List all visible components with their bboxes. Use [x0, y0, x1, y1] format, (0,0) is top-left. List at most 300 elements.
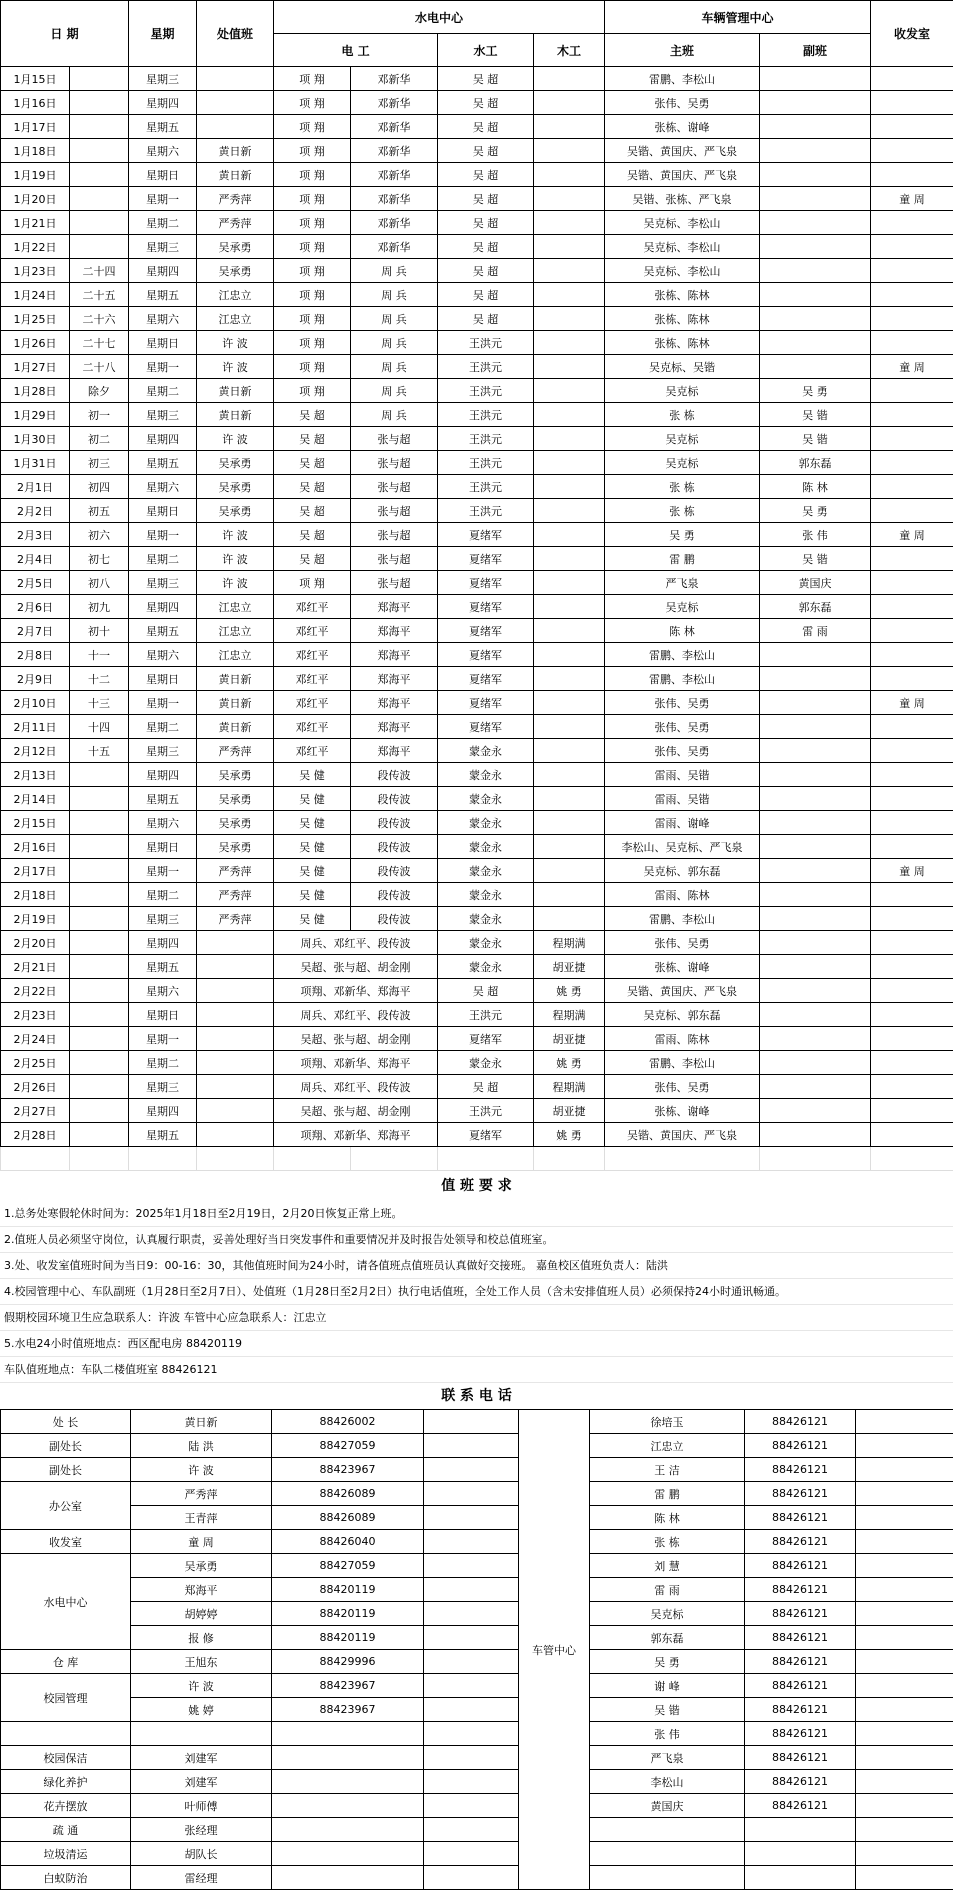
- date-cell: 2月15日: [1, 811, 70, 835]
- electric2-cell: 邓新华: [351, 187, 438, 211]
- contact-phone: 88426121: [745, 1722, 856, 1746]
- contact-row: [1, 1626, 953, 1650]
- lunar-cell: 初八: [70, 571, 129, 595]
- mailroom-cell: [871, 1099, 953, 1123]
- electric1-cell: 项 翔: [274, 331, 351, 355]
- vehicle-main-cell: 吴克标、李松山: [605, 259, 760, 283]
- electric1-cell: 项 翔: [274, 283, 351, 307]
- table-row: [1, 403, 953, 427]
- office-duty-cell: 严秀萍: [197, 907, 274, 931]
- office-duty-cell: 吴承勇: [197, 235, 274, 259]
- date-cell: 1月22日: [1, 235, 70, 259]
- mailroom-cell: [871, 211, 953, 235]
- electric-cell: 周兵、邓红平、段传波: [274, 931, 438, 955]
- table-row: [1, 931, 953, 955]
- contact-name: 陈 林: [590, 1506, 745, 1530]
- weekday-cell: 星期一: [129, 691, 197, 715]
- weekday-cell: 星期一: [129, 355, 197, 379]
- vehicle-vice-cell: [760, 691, 871, 715]
- vehicle-vice-cell: 雷 雨: [760, 619, 871, 643]
- lunar-cell: [70, 91, 129, 115]
- contact-row: [1, 1650, 953, 1674]
- mailroom-cell: [871, 931, 953, 955]
- contact-row: [1, 1674, 953, 1698]
- mailroom-cell: [871, 475, 953, 499]
- office-duty-cell: 黄日新: [197, 139, 274, 163]
- plumber-cell: 夏绪军: [438, 667, 534, 691]
- contact-phone: 88426121: [745, 1482, 856, 1506]
- contact-name: 吴承勇: [131, 1554, 272, 1578]
- carpenter-cell: [534, 667, 605, 691]
- vehicle-vice-cell: [760, 139, 871, 163]
- vehicle-main-cell: 吴克标: [605, 451, 760, 475]
- contact-phone: [745, 1818, 856, 1842]
- contact-row: [1, 1554, 953, 1578]
- plumber-cell: 吴 超: [438, 259, 534, 283]
- weekday-cell: 星期日: [129, 163, 197, 187]
- contact-phone: [272, 1818, 424, 1842]
- table-row: [1, 883, 953, 907]
- weekday-cell: 星期二: [129, 379, 197, 403]
- mailroom-cell: [871, 427, 953, 451]
- electric2-cell: 张与超: [351, 451, 438, 475]
- contact-phone: 88423967: [272, 1698, 424, 1722]
- office-duty-cell: 严秀萍: [197, 883, 274, 907]
- plumber-cell: 蒙金永: [438, 811, 534, 835]
- contact-name: 刘建军: [131, 1770, 272, 1794]
- weekday-cell: 星期日: [129, 1003, 197, 1027]
- contact-phone: 88426121: [745, 1770, 856, 1794]
- lunar-cell: 十二: [70, 667, 129, 691]
- office-duty-cell: [197, 1075, 274, 1099]
- contact-name: 徐培玉: [590, 1410, 745, 1434]
- electric2-cell: 邓新华: [351, 67, 438, 91]
- plumber-cell: 吴 超: [438, 979, 534, 1003]
- lunar-cell: 二十五: [70, 283, 129, 307]
- plumber-cell: 蒙金永: [438, 883, 534, 907]
- weekday-cell: 星期二: [129, 547, 197, 571]
- vehicle-main-cell: 张栋、谢峰: [605, 1099, 760, 1123]
- contact-name: 胡婷婷: [131, 1602, 272, 1626]
- requirement-line: 车队值班地点：车队二楼值班室 88426121: [0, 1357, 953, 1383]
- date-cell: 2月5日: [1, 571, 70, 595]
- electric1-cell: 项 翔: [274, 67, 351, 91]
- contact-name: 严秀萍: [131, 1482, 272, 1506]
- plumber-cell: 王洪元: [438, 1003, 534, 1027]
- electric1-cell: 项 翔: [274, 91, 351, 115]
- vehicle-main-cell: 雷雨、陈林: [605, 1027, 760, 1051]
- mailroom-cell: [871, 667, 953, 691]
- vehicle-vice-cell: [760, 883, 871, 907]
- mailroom-cell: [871, 1075, 953, 1099]
- plumber-cell: 蒙金永: [438, 835, 534, 859]
- carpenter-cell: [534, 211, 605, 235]
- office-duty-cell: 严秀萍: [197, 859, 274, 883]
- table-row: [1, 523, 953, 547]
- mailroom-cell: [871, 379, 953, 403]
- vehicle-vice-cell: [760, 307, 871, 331]
- carpenter-cell: [534, 619, 605, 643]
- contact-dept: 校园保洁: [1, 1746, 131, 1770]
- contact-phone: 88426121: [745, 1506, 856, 1530]
- weekday-cell: 星期四: [129, 259, 197, 283]
- carpenter-cell: [534, 499, 605, 523]
- mailroom-cell: [871, 139, 953, 163]
- contact-name: [590, 1866, 745, 1890]
- table-row: [1, 307, 953, 331]
- vehicle-main-cell: 张伟、吴勇: [605, 1075, 760, 1099]
- mailroom-cell: [871, 835, 953, 859]
- electric1-cell: 项 翔: [274, 211, 351, 235]
- vehicle-vice-cell: [760, 187, 871, 211]
- carpenter-cell: [534, 283, 605, 307]
- contact-name: 雷 鹏: [590, 1482, 745, 1506]
- plumber-cell: 蒙金永: [438, 763, 534, 787]
- vehicle-center-label: 车管中心: [519, 1410, 590, 1890]
- electric1-cell: 吴 超: [274, 547, 351, 571]
- mailroom-cell: [871, 1027, 953, 1051]
- weekday-cell: 星期三: [129, 907, 197, 931]
- electric1-cell: 邓红平: [274, 643, 351, 667]
- electric1-cell: 项 翔: [274, 163, 351, 187]
- vehicle-main-cell: 张伟、吴勇: [605, 931, 760, 955]
- table-row: [1, 619, 953, 643]
- date-cell: 2月4日: [1, 547, 70, 571]
- electric1-cell: 吴 超: [274, 499, 351, 523]
- date-cell: 2月23日: [1, 1003, 70, 1027]
- office-duty-cell: [197, 1003, 274, 1027]
- contact-dept: 办公室: [1, 1482, 131, 1530]
- table-row: [1, 811, 953, 835]
- office-duty-cell: 许 波: [197, 331, 274, 355]
- date-cell: 2月27日: [1, 1099, 70, 1123]
- contact-dept: 花卉摆放: [1, 1794, 131, 1818]
- contact-dept: 副处长: [1, 1458, 131, 1482]
- weekday-cell: 星期二: [129, 1051, 197, 1075]
- vehicle-vice-cell: 郭东磊: [760, 451, 871, 475]
- vehicle-vice-cell: [760, 331, 871, 355]
- electric2-cell: 段传波: [351, 763, 438, 787]
- carpenter-cell: 胡亚捷: [534, 1027, 605, 1051]
- plumber-cell: 吴 超: [438, 139, 534, 163]
- table-row: [1, 715, 953, 739]
- contact-name: 许 波: [131, 1458, 272, 1482]
- contact-phone: 88426089: [272, 1482, 424, 1506]
- vehicle-main-cell: 吴 勇: [605, 523, 760, 547]
- mailroom-cell: [871, 787, 953, 811]
- weekday-cell: 星期六: [129, 475, 197, 499]
- weekday-cell: 星期五: [129, 115, 197, 139]
- vehicle-main-cell: 张伟、吴勇: [605, 691, 760, 715]
- electric1-cell: 吴 超: [274, 403, 351, 427]
- table-row: [1, 91, 953, 115]
- lunar-cell: [70, 1051, 129, 1075]
- mailroom-cell: [871, 547, 953, 571]
- contact-name: 李松山: [590, 1770, 745, 1794]
- weekday-cell: 星期四: [129, 1099, 197, 1123]
- electric1-cell: 邓红平: [274, 715, 351, 739]
- table-row: [1, 1123, 953, 1147]
- contact-phone: [272, 1866, 424, 1890]
- lunar-cell: [70, 811, 129, 835]
- contact-phone: 88420119: [272, 1602, 424, 1626]
- electric2-cell: 张与超: [351, 547, 438, 571]
- contact-name: 叶师傅: [131, 1794, 272, 1818]
- carpenter-cell: [534, 91, 605, 115]
- office-duty-cell: 黄日新: [197, 379, 274, 403]
- contact-dept: 处 长: [1, 1410, 131, 1434]
- carpenter-cell: [534, 259, 605, 283]
- lunar-cell: [70, 1123, 129, 1147]
- requirement-line: 5.水电24小时值班地点：西区配电房 88420119: [0, 1331, 953, 1357]
- electric1-cell: 邓红平: [274, 595, 351, 619]
- carpenter-cell: [534, 355, 605, 379]
- contact-dept: 副处长: [1, 1434, 131, 1458]
- vehicle-main-cell: 吴锴、张栋、严飞泉: [605, 187, 760, 211]
- plumber-cell: 夏绪军: [438, 523, 534, 547]
- mailroom-cell: [871, 883, 953, 907]
- electric2-cell: 郑海平: [351, 643, 438, 667]
- electric1-cell: 项 翔: [274, 307, 351, 331]
- electric2-cell: 段传波: [351, 883, 438, 907]
- electric2-cell: 周 兵: [351, 403, 438, 427]
- table-row: [1, 115, 953, 139]
- weekday-cell: 星期五: [129, 619, 197, 643]
- date-cell: 1月30日: [1, 427, 70, 451]
- weekday-cell: 星期四: [129, 427, 197, 451]
- plumber-cell: 蒙金永: [438, 1051, 534, 1075]
- weekday-cell: 星期日: [129, 499, 197, 523]
- office-duty-cell: 吴承勇: [197, 451, 274, 475]
- lunar-cell: 二十六: [70, 307, 129, 331]
- contact-phone: 88426121: [745, 1794, 856, 1818]
- contact-name: 雷 雨: [590, 1578, 745, 1602]
- electric-cell: 周兵、邓红平、段传波: [274, 1075, 438, 1099]
- table-row: [1, 571, 953, 595]
- table-row: [1, 1027, 953, 1051]
- electric1-cell: 吴 超: [274, 427, 351, 451]
- electric1-cell: 吴 超: [274, 475, 351, 499]
- vehicle-main-cell: 张栋、谢峰: [605, 955, 760, 979]
- office-duty-cell: [197, 1099, 274, 1123]
- carpenter-cell: [534, 595, 605, 619]
- electric2-cell: 周 兵: [351, 283, 438, 307]
- vehicle-vice-cell: [760, 283, 871, 307]
- contact-phone: 88426121: [745, 1578, 856, 1602]
- vehicle-vice-cell: [760, 667, 871, 691]
- header-week: 星期: [129, 1, 197, 67]
- vehicle-main-cell: 吴锴、黄国庆、严飞泉: [605, 1123, 760, 1147]
- office-duty-cell: [197, 955, 274, 979]
- date-cell: 2月13日: [1, 763, 70, 787]
- plumber-cell: 蒙金永: [438, 739, 534, 763]
- lunar-cell: [70, 115, 129, 139]
- contact-row: [1, 1410, 953, 1434]
- mailroom-cell: [871, 907, 953, 931]
- header-vice-shift: 副班: [760, 34, 871, 67]
- mailroom-cell: [871, 571, 953, 595]
- table-row: [1, 835, 953, 859]
- carpenter-cell: [534, 715, 605, 739]
- office-duty-cell: [197, 115, 274, 139]
- lunar-cell: [70, 1075, 129, 1099]
- vehicle-main-cell: 雷鹏、李松山: [605, 67, 760, 91]
- vehicle-vice-cell: [760, 763, 871, 787]
- vehicle-vice-cell: [760, 1027, 871, 1051]
- table-row: [1, 739, 953, 763]
- contact-row: [1, 1506, 953, 1530]
- lunar-cell: [70, 211, 129, 235]
- electric1-cell: 项 翔: [274, 115, 351, 139]
- plumber-cell: 王洪元: [438, 499, 534, 523]
- date-cell: 2月2日: [1, 499, 70, 523]
- vehicle-vice-cell: [760, 739, 871, 763]
- plumber-cell: 夏绪军: [438, 571, 534, 595]
- lunar-cell: [70, 67, 129, 91]
- date-cell: 1月27日: [1, 355, 70, 379]
- table-row: [1, 691, 953, 715]
- office-duty-cell: 黄日新: [197, 715, 274, 739]
- electric-cell: 项翔、邓新华、郑海平: [274, 1051, 438, 1075]
- carpenter-cell: 姚 勇: [534, 979, 605, 1003]
- plumber-cell: 吴 超: [438, 91, 534, 115]
- contact-row: [1, 1458, 953, 1482]
- carpenter-cell: [534, 475, 605, 499]
- carpenter-cell: [534, 571, 605, 595]
- electric2-cell: 周 兵: [351, 355, 438, 379]
- electric1-cell: 吴 健: [274, 763, 351, 787]
- office-duty-cell: 许 波: [197, 427, 274, 451]
- vehicle-vice-cell: [760, 1123, 871, 1147]
- date-cell: 2月25日: [1, 1051, 70, 1075]
- table-row: [1, 331, 953, 355]
- date-cell: 2月6日: [1, 595, 70, 619]
- office-duty-cell: 严秀萍: [197, 739, 274, 763]
- contact-row: [1, 1482, 953, 1506]
- lunar-cell: 十五: [70, 739, 129, 763]
- mailroom-cell: 童 周: [871, 523, 953, 547]
- electric2-cell: 周 兵: [351, 259, 438, 283]
- vehicle-vice-cell: [760, 643, 871, 667]
- office-duty-cell: 吴承勇: [197, 259, 274, 283]
- electric2-cell: 郑海平: [351, 739, 438, 763]
- office-duty-cell: 黄日新: [197, 403, 274, 427]
- table-row: [1, 67, 953, 91]
- electric2-cell: 张与超: [351, 475, 438, 499]
- plumber-cell: 吴 超: [438, 115, 534, 139]
- vehicle-main-cell: 陈 林: [605, 619, 760, 643]
- office-duty-cell: 江忠立: [197, 307, 274, 331]
- mailroom-cell: 童 周: [871, 691, 953, 715]
- date-cell: 1月18日: [1, 139, 70, 163]
- office-duty-cell: [197, 91, 274, 115]
- contact-name: 郑海平: [131, 1578, 272, 1602]
- lunar-cell: [70, 907, 129, 931]
- vehicle-main-cell: 张栋、谢峰: [605, 115, 760, 139]
- electric2-cell: 张与超: [351, 571, 438, 595]
- contact-dept: 白蚁防治: [1, 1866, 131, 1890]
- mailroom-cell: 童 周: [871, 859, 953, 883]
- lunar-cell: 十一: [70, 643, 129, 667]
- table-row: [1, 235, 953, 259]
- table-row: [1, 979, 953, 1003]
- office-duty-cell: 许 波: [197, 571, 274, 595]
- contact-row: [1, 1722, 953, 1746]
- electric1-cell: 项 翔: [274, 259, 351, 283]
- vehicle-main-cell: 吴克标: [605, 379, 760, 403]
- mailroom-cell: [871, 115, 953, 139]
- lunar-cell: 初六: [70, 523, 129, 547]
- weekday-cell: 星期六: [129, 979, 197, 1003]
- date-cell: 2月7日: [1, 619, 70, 643]
- contact-phone: [272, 1770, 424, 1794]
- contact-phone: 88426040: [272, 1530, 424, 1554]
- date-cell: 1月17日: [1, 115, 70, 139]
- contact-row: [1, 1698, 953, 1722]
- plumber-cell: 蒙金永: [438, 907, 534, 931]
- date-cell: 1月15日: [1, 67, 70, 91]
- weekday-cell: 星期五: [129, 1123, 197, 1147]
- weekday-cell: 星期三: [129, 571, 197, 595]
- mailroom-cell: [871, 1051, 953, 1075]
- office-duty-cell: 江忠立: [197, 595, 274, 619]
- lunar-cell: 除夕: [70, 379, 129, 403]
- table-row: [1, 1051, 953, 1075]
- contact-dept: 校园管理: [1, 1674, 131, 1722]
- date-cell: 1月21日: [1, 211, 70, 235]
- electric1-cell: 邓红平: [274, 739, 351, 763]
- weekday-cell: 星期三: [129, 739, 197, 763]
- mailroom-cell: [871, 619, 953, 643]
- office-duty-cell: [197, 1051, 274, 1075]
- plumber-cell: 夏绪军: [438, 715, 534, 739]
- office-duty-cell: 许 波: [197, 355, 274, 379]
- lunar-cell: [70, 1003, 129, 1027]
- contact-name: 吴 锴: [590, 1698, 745, 1722]
- weekday-cell: 星期四: [129, 931, 197, 955]
- contact-name: 报 修: [131, 1626, 272, 1650]
- plumber-cell: 夏绪军: [438, 643, 534, 667]
- electric2-cell: 邓新华: [351, 91, 438, 115]
- mailroom-cell: [871, 67, 953, 91]
- contact-phone: 88426089: [272, 1506, 424, 1530]
- electric1-cell: 邓红平: [274, 667, 351, 691]
- date-cell: 2月11日: [1, 715, 70, 739]
- contact-name: [131, 1722, 272, 1746]
- vehicle-vice-cell: [760, 859, 871, 883]
- weekday-cell: 星期日: [129, 667, 197, 691]
- contact-name: 陆 洪: [131, 1434, 272, 1458]
- carpenter-cell: [534, 835, 605, 859]
- vehicle-vice-cell: 吴 锴: [760, 403, 871, 427]
- mailroom-cell: [871, 739, 953, 763]
- vehicle-vice-cell: 陈 林: [760, 475, 871, 499]
- office-duty-cell: 吴承勇: [197, 787, 274, 811]
- table-row: [1, 1003, 953, 1027]
- date-cell: 1月29日: [1, 403, 70, 427]
- vehicle-main-cell: 严飞泉: [605, 571, 760, 595]
- contact-name: 张 栋: [590, 1530, 745, 1554]
- contact-name: 吴克标: [590, 1602, 745, 1626]
- electric-cell: 项翔、邓新华、郑海平: [274, 979, 438, 1003]
- contact-row: [1, 1746, 953, 1770]
- carpenter-cell: [534, 115, 605, 139]
- vehicle-vice-cell: 黄国庆: [760, 571, 871, 595]
- date-cell: 1月23日: [1, 259, 70, 283]
- plumber-cell: 王洪元: [438, 1099, 534, 1123]
- weekday-cell: 星期日: [129, 835, 197, 859]
- lunar-cell: 十三: [70, 691, 129, 715]
